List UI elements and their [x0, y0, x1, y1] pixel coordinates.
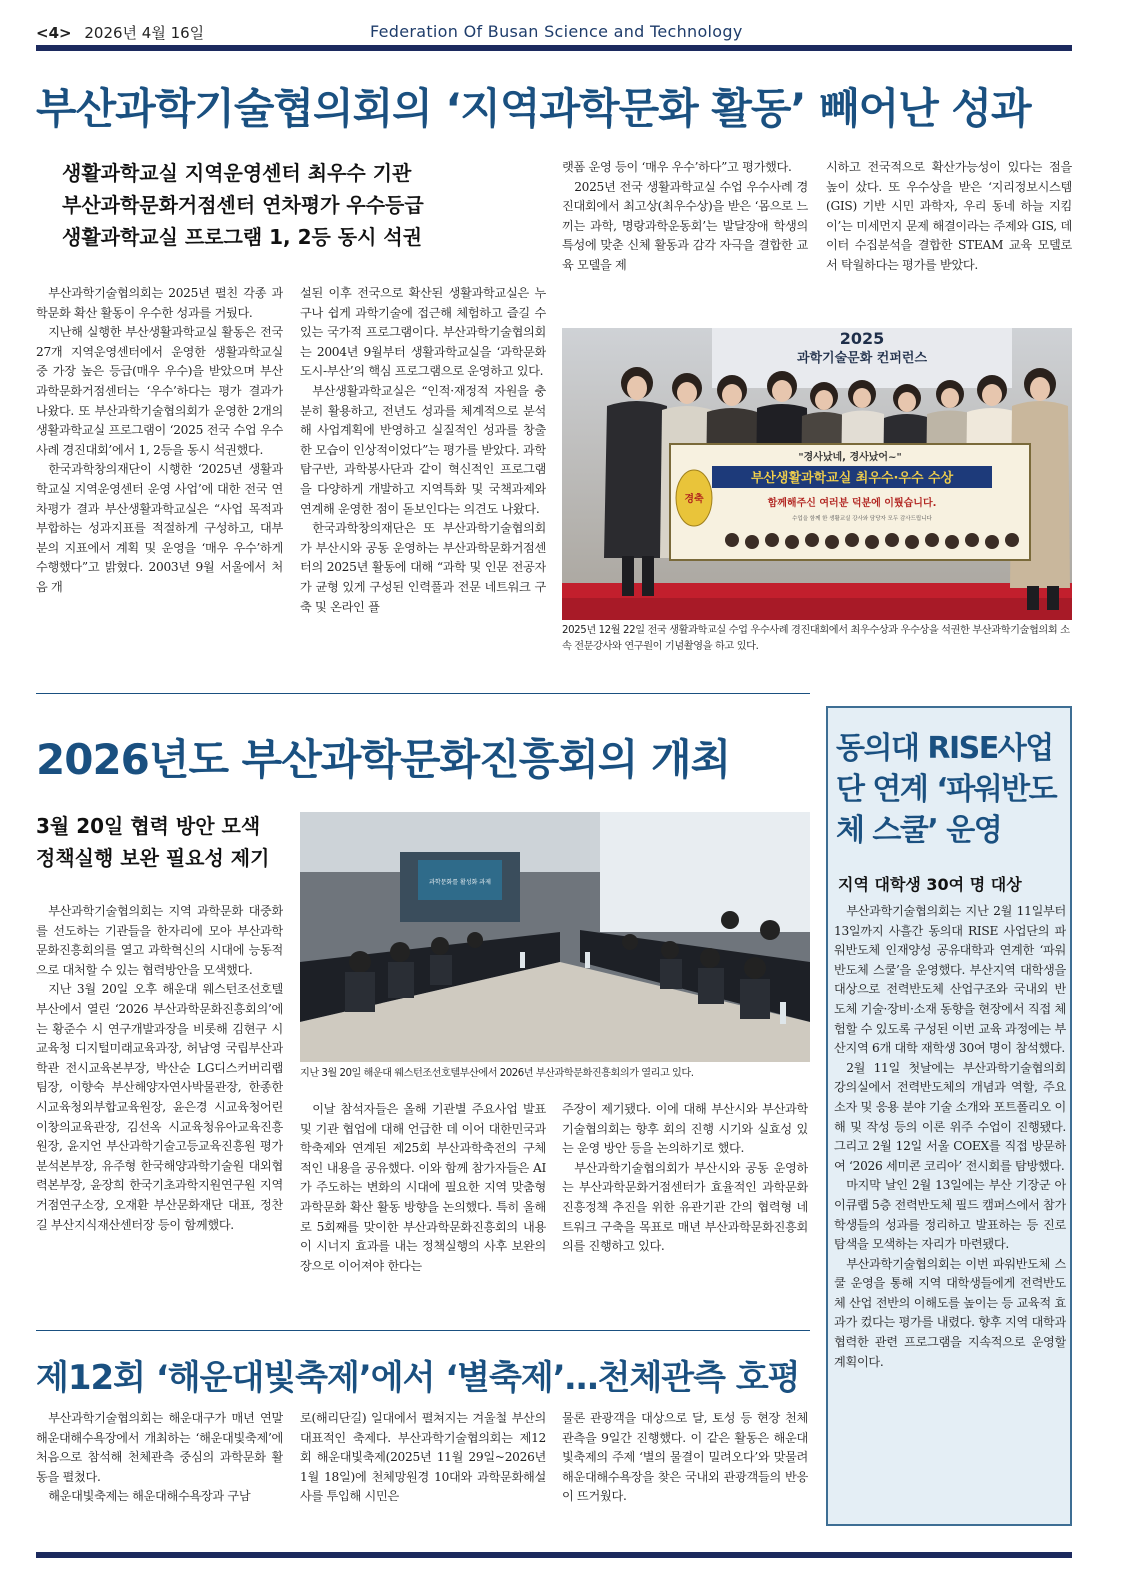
article1-subhead: 부산과학문화거점센터 연차평가 우수등급	[62, 193, 424, 217]
paragraph: 지난해 실행한 부산생활과학교실 활동은 전국 27개 지역운영센터에서 운영한 생활과학교실 중 가장 높은 등급(매우 우수)을 받았으며 부산과학문화거점센터는 ‘우수’하다는 평가 결과가 나왔다. 또 부산과학기술협의회가 운영한 2개의 생활과학교실 프로그램이 ‘2025 전국 수업 우수사례 경진대회’에서 1, 2등을 동시 석권했다.	[36, 325, 283, 457]
banner-main-text: 부산생활과학교실 최우수·우수 수상	[750, 471, 954, 486]
issue-date: 2026년 4월 16일	[84, 24, 205, 42]
sidebar-body	[834, 902, 1066, 1512]
paragraph: 한국과학창의재단은 또 부산과학기술협의회가 부산시와 공동 운영하는 부산과학문화거점센터의 2025년 활동에 대해 “과학 및 인문 전공자가 균형 있게 구성된 인력풀과 전문 네트워크 구축 및 온라인 플	[300, 521, 546, 614]
paragraph: 로(해리단길) 일대에서 펼쳐지는 겨울철 부산의 대표적인 축제다. 부산과학기술협의회는 제12회 해운대빛축제(2025년 11월 29일~2026년 1월 18일)에 천체망원경 10대와 과학문화해설사를 투입해 시민은	[300, 1411, 546, 1504]
meeting-photo-caption: 지난 3월 20일 해운대 웨스턴조선호텔부산에서 2026년 부산과학문화진흥회의가 열리고 있다.	[300, 1068, 694, 1079]
paragraph: 부산과학기술협의회는 해운대구가 매년 연말 해운대해수욕장에서 개최하는 ‘해운대빛축제’에 처음으로 참석해 천체관측 중심의 과학문화 활동을 펼쳤다.	[36, 1411, 283, 1484]
paragraph: 부산과학기술협의회는 지역 과학문화 대중화를 선도하는 기관들을 한자리에 모아 부산과학문화진흥회의를 열고 과학혁신의 시대에 능동적으로 대처할 수 있는 협력방안을 모색했다.	[36, 904, 283, 977]
bottom-rule	[36, 1552, 1072, 1558]
paragraph: 설된 이후 전국으로 확산된 생활과학교실은 누구나 쉽게 과학기술에 접근해 체험하고 즐길 수 있는 국가적 프로그램이다. 부산과학기술협의회는 2004년 9월부터 생활과학교실을 ‘과학문화도시-부산’의 핵심 프로그램으로 운영하고 있다.	[300, 286, 546, 379]
paragraph: 해운대빛축제는 해운대해수욕장과 구남	[48, 1489, 251, 1504]
paragraph: 지난 3월 20일 오후 해운대 웨스턴조선호텔부산에서 열린 ‘2026 부산과학문화진흥회의’에는 황준수 시 연구개발과장을 비롯해 김현구 시교육청 디지털미래교육과장, 허남영 국립부산과학관 전시교육본부장, 박산순 LG디스커버리랩 팀장, 이향숙 부산해양자연사박물관장, 한종한 시교육청외부합교육원장, 윤은경 시교육청어린이창의교육관장, 김선옥 시교육청유아교육진흥원장, 윤지언 부산과학기술고등교육진흥원 평가분석본부장, 유주형 한국해양과학기술원 대외협력본부장, 윤장희 한국기초과학지원연구원 지역거점연구소장, 오재환 부산문화재단 대표, 정찬길 부산지식재산센터장 등이 함께했다.	[36, 982, 283, 1232]
section-divider	[36, 693, 810, 694]
paragraph: 2025년 전국 생활과학교실 수업 우수사례 경진대회에서 최고상(최우수상)을 받은 ‘몸으로 느끼는 과학, 명랑과학운동회’는 발달장애 학생의 특성에 맞춘 신체 활동과 감각 자극을 결합한 교육 모델을 제	[562, 179, 808, 272]
paragraph: 부산과학기술협의회가 부산시와 공동 운영하는 부산과학문화거점센터가 효율적인 과학문화 진흥정책 추진을 위한 유관기관 간의 협력형 네트워크 구축을 목표로 매년 부산과학문화진흥회의를 진행하고 있다.	[562, 1160, 808, 1254]
paragraph: 랫폼 운영 등이 ‘매우 우수’하다”고 평가했다.	[562, 160, 792, 174]
screen-title-conference: 과학기술문화 컨퍼런스	[796, 351, 928, 366]
article2-subhead: 정책실행 보완 필요성 제기	[36, 846, 270, 870]
meeting-photo	[300, 812, 810, 1062]
article3-column-2	[300, 1409, 546, 1517]
article1-column-2	[300, 284, 546, 664]
paragraph: 한국과학창의재단이 시행한 ‘2025년 생활과학교실 지역운영센터 운영 사업’에 대한 전국 연차평가 결과 부산생활과학교실은 “사업 목적과 부합하는 성과지표를 적절하게 구성하고, 대부분의 지표에서 계획 및 운영을 ‘매우 우수’하게 수행했다”고 밝혔다. 2003년 9월 서울에서 처음 개	[36, 462, 283, 594]
federation-name: Federation Of Busan Science and Technology	[370, 22, 743, 41]
meeting-screen-text: 과학문화를 활성화 과제	[429, 879, 491, 886]
paragraph: 이날 참석자들은 올해 기관별 주요사업 발표 및 기관 협업에 대해 언급한 데 이어 대한민국과학축제와 연계된 제25회 부산과학축전의 구체적인 내용을 공유했다. 이와 함께 참가자들은 AI가 주도하는 변화의 시대에 필요한 지역 맞춤형 과학문화 확산 활동 방향을 논의했다. 특히 올해로 5회째를 맞이한 부산과학문화진흥회의 내용이 시너지 효과를 내는 정책실행의 사후 보완의 장으로 이어져야 한다는	[300, 1102, 546, 1273]
article3-column-3	[562, 1409, 808, 1517]
banner-top-text: "경사났네, 경사났어~"	[798, 452, 902, 463]
banner-small-text: 수업을 함께 한 생활교실 강사와 담당자 모두 감사드립니다	[792, 516, 932, 522]
article1-column-4	[826, 158, 1072, 303]
award-photo-caption: 2025년 12월 22일 전국 생활과학교실 수업 우수사례 경진대회에서 최우수상과 우수상을 석권한 부산과학기술협의회 소속 전문강사와 연구원이 기념촬영을 하고 있다.	[562, 625, 1070, 652]
top-rule	[36, 45, 1072, 51]
award-group-photo	[562, 328, 1072, 620]
paragraph: 부산생활과학교실은 “인적·재정적 자원을 충분히 활용하고, 전년도 성과를 체계적으로 분석해 사업계획에 반영하고 실질적인 성과를 창출한 모습이 인상적이었다”는 평가를 받았다. 과학탐구반, 과학봉사단과 같이 혁신적인 프로그램을 다양하게 개발하고 지역특화 및 국책과제와 연계해 운영한 점이 돋보인다는 의견도 나왔다.	[300, 383, 546, 516]
paragraph: 부산과학기술협의회는 이번 파워반도체 스쿨 운영을 통해 지역 대학생들에게 전력반도체 산업 전반의 이해도를 높이는 등 교육적 효과가 컸다는 평가를 내렸다. 향후 지역 대학과 협력한 관련 프로그램을 지속적으로 운영할 계획이다.	[834, 1256, 1066, 1369]
sidebar-title: 동의대 RISE사업단 연계 ‘파워반도체 스쿨’ 운영	[836, 731, 1057, 848]
paragraph: 2월 11일 첫날에는 부산과학기술협의회 강의실에서 전력반도체의 개념과 역할, 주요 소자 및 응용 분야 기술 소개와 포트폴리오 이해 및 작성 등의 이론 위주 수업이 진행됐다. 그리고 2월 12일 서울 COEX를 직접 방문하여 ‘2026 세미콘 코리아’ 전시회를 탐방했다.	[834, 1060, 1066, 1173]
article1-column-1	[36, 284, 283, 664]
section-divider	[36, 1330, 810, 1331]
article1-subhead: 생활과학교실 프로그램 1, 2등 동시 석권	[62, 225, 423, 249]
sidebar-subtitle: 지역 대학생 30여 명 대상	[838, 875, 1022, 894]
page-header-date	[36, 22, 204, 43]
banner-thanks-text: 함께해주신 여러분 덕분에 이뤘습니다.	[767, 498, 937, 509]
article1-subhead: 생활과학교실 지역운영센터 최우수 기관	[62, 161, 412, 185]
sidebar-box	[826, 706, 1072, 1526]
page-number: <4>	[36, 24, 72, 42]
paragraph: 주장이 제기됐다. 이에 대해 부산시와 부산과학기술협의회는 향후 회의 진행 시기와 실효성 있는 운영 방안 등을 논의하기로 했다.	[562, 1102, 808, 1156]
paragraph: 부산과학기술협의회는 2025년 펼친 각종 과학문화 확산 활동이 우수한 성과를 거뒀다.	[36, 286, 283, 320]
article2-subheads	[36, 810, 269, 874]
paragraph: 부산과학기술협의회는 지난 2월 11일부터 13일까지 사흘간 동의대 RISE 사업단의 파워반도체 인재양성 공유대학과 연계한 ‘파워반도체 스쿨’을 운영했다. 부산지역 대학생을 대상으로 전력반도체 산업구조와 국내외 반도체 기술·장비·소재 동향을 현장에서 직접 체험할 수 있도록 구성된 이번 교육 과정에는 부산지역 6개 대학 재학생 30여 명이 참석했다.	[834, 904, 1066, 1056]
article1-subheads	[62, 157, 424, 253]
paragraph: 시하고 전국적으로 확산가능성이 있다는 점을 높이 샀다. 또 우수상을 받은 ‘지리정보시스템(GIS) 기반 시민 과학자, 우리 동네 하늘 지킴이’는 미세먼지 문제 해결이라는 주제와 GIS, 데이터 수집분석을 결합한 STEAM 교육 모델로서 탁월하다는 평가를 받았다.	[826, 160, 1072, 272]
article2-column-2	[300, 1100, 546, 1302]
article3-headline: 제12회 ‘해운대빛축제’에서 ‘별축제’…천체관측 호평	[36, 1358, 800, 1398]
article2-subhead: 3월 20일 협력 방안 모색	[36, 814, 261, 838]
paragraph: 물론 관광객을 대상으로 달, 토성 등 현장 천체관측을 9일간 진행했다. 이 같은 활동은 해운대빛축제의 주제 ‘별의 물결이 밀려오다’와 맞물려 해운대해수욕장을 찾은 국내외 관광객들의 반응이 뜨거웠다.	[562, 1411, 808, 1504]
article1-column-3	[562, 158, 808, 303]
article2-column-1	[36, 902, 283, 1302]
article2-headline: 2026년도 부산과학문화진흥회의 개최	[36, 735, 731, 784]
screen-title-year: 2025	[839, 329, 885, 348]
article2-column-3	[562, 1100, 808, 1302]
article1-headline: 부산과학기술협의회의 ‘지역과학문화 활동’ 빼어난 성과	[36, 84, 1031, 133]
article3-column-1	[36, 1409, 283, 1517]
banner-seal-text: 경축	[684, 494, 704, 505]
paragraph: 마지막 날인 2월 13일에는 부산 기장군 아이큐랩 5층 전력반도체 필드 캠퍼스에서 참가 학생들의 성과를 정리하고 발표하는 등 진로 탐색을 모색하는 자리가 마련됐다.	[834, 1178, 1066, 1252]
